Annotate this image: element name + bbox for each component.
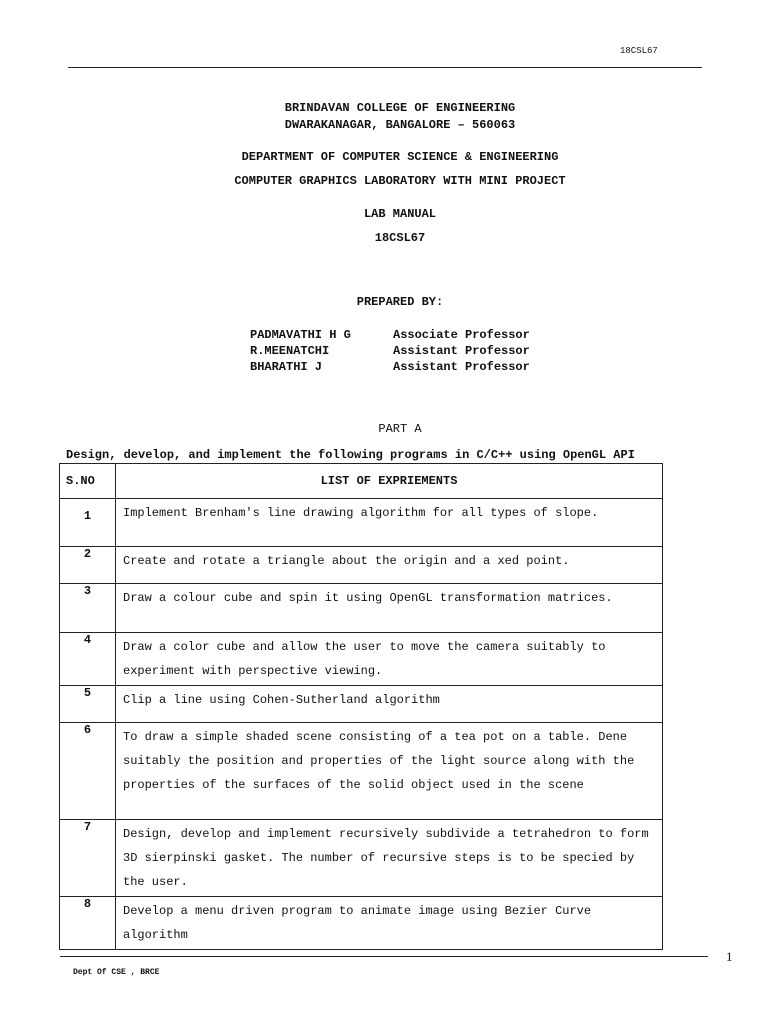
row-text: Develop a menu driven program to animate image using Bezier Curve algorithm bbox=[116, 897, 663, 950]
row-text: Draw a colour cube and spin it using OpenGL transformation matrices. bbox=[116, 584, 663, 633]
preparers-list bbox=[250, 327, 530, 375]
preparer-row bbox=[250, 327, 530, 343]
manual-code: 18CSL67 bbox=[374, 231, 426, 245]
row-number: 8 bbox=[60, 897, 116, 950]
row-text: Draw a color cube and allow the user to move the camera suitably to experiment with perspective viewing. bbox=[116, 633, 663, 686]
row-text: Clip a line using Cohen-Sutherland algorithm bbox=[116, 686, 663, 723]
column-header-sno: S.NO bbox=[60, 464, 116, 499]
lab-title: COMPUTER GRAPHICS LABORATORY WITH MINI PROJECT bbox=[234, 174, 566, 188]
row-number: 1 bbox=[60, 499, 116, 547]
table-row bbox=[60, 633, 663, 686]
preparer-role: Associate Professor bbox=[393, 328, 530, 342]
preparer-role: Assistant Professor bbox=[393, 344, 530, 358]
row-text: Create and rotate a triangle about the origin and a xed point. bbox=[116, 547, 663, 584]
preparer-row bbox=[250, 359, 530, 375]
table-row bbox=[60, 820, 663, 897]
page-number: 1 bbox=[726, 949, 733, 964]
manual-label: LAB MANUAL bbox=[363, 207, 436, 221]
row-number: 6 bbox=[60, 723, 116, 820]
table-row bbox=[60, 897, 663, 950]
header-course-code: 18CSL67 bbox=[620, 46, 658, 56]
row-number: 4 bbox=[60, 633, 116, 686]
instruction-text: Design, develop, and implement the following programs in C/C++ using OpenGL API bbox=[66, 448, 635, 462]
preparer-name: R.MEENATCHI bbox=[250, 344, 330, 358]
part-heading: PART A bbox=[378, 422, 422, 436]
header-rule bbox=[68, 67, 702, 68]
college-address: DWARAKANAGAR, BANGALORE – 560063 bbox=[284, 118, 516, 132]
table-row bbox=[60, 547, 663, 584]
row-text: To draw a simple shaded scene consisting of a tea pot on a table. Dene suitably the position and properties of the light source along with the properties of the surfaces of the solid object used in the scene bbox=[116, 723, 663, 820]
table-row bbox=[60, 584, 663, 633]
preparer-name: PADMAVATHI H G bbox=[250, 328, 351, 342]
footer-department: Dept Of CSE , BRCE bbox=[73, 968, 160, 977]
footer-rule bbox=[60, 956, 708, 957]
experiments-table bbox=[59, 463, 663, 950]
row-text: Implement Brenham's line drawing algorithm for all types of slope. bbox=[116, 499, 663, 547]
row-number: 7 bbox=[60, 820, 116, 897]
prepared-by-label: PREPARED BY: bbox=[356, 295, 444, 309]
row-number: 3 bbox=[60, 584, 116, 633]
department-name: DEPARTMENT OF COMPUTER SCIENCE & ENGINEERING bbox=[241, 150, 559, 164]
table-header-row bbox=[60, 464, 663, 499]
table-row bbox=[60, 723, 663, 820]
college-name: BRINDAVAN COLLEGE OF ENGINEERING bbox=[284, 101, 516, 115]
table-row bbox=[60, 499, 663, 547]
preparer-name: BHARATHI J bbox=[250, 360, 323, 374]
row-number: 5 bbox=[60, 686, 116, 723]
row-number: 2 bbox=[60, 547, 116, 584]
table-row bbox=[60, 686, 663, 723]
preparer-role: Assistant Professor bbox=[393, 360, 530, 374]
preparer-row bbox=[250, 343, 530, 359]
column-header-experiments: LIST OF EXPRIEMENTS bbox=[116, 464, 663, 499]
row-text: Design, develop and implement recursively subdivide a tetrahedron to form 3D sierpinski gasket. The number of recursive steps is to be specied by the user. bbox=[116, 820, 663, 897]
